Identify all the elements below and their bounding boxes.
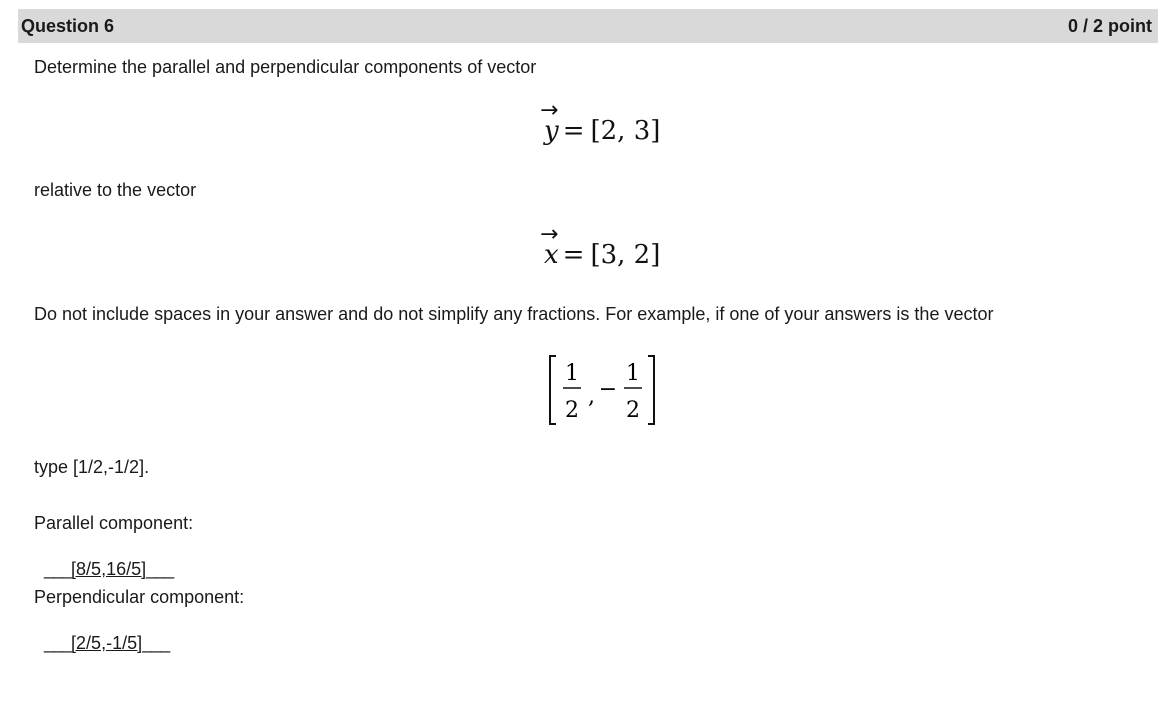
vector-y-value: [2, 3] — [590, 116, 661, 146]
prompt-line-4: type [1/2,-1/2]. — [34, 457, 150, 477]
vector-y-letter: y — [544, 116, 559, 146]
blank-underscore: ___ — [146, 559, 174, 579]
question-header — [18, 9, 1158, 43]
example-separator: , — [588, 384, 595, 409]
prompt-line-1: Determine the parallel and perpendicular components of vector — [34, 57, 537, 77]
right-bracket — [648, 356, 654, 424]
vector-y-symbol — [540, 98, 559, 146]
blank-underscore: ___ — [44, 559, 72, 579]
prompt-line-2: relative to the vector — [34, 180, 197, 200]
vector-x-value: [3, 2] — [590, 240, 661, 270]
example-numerator-1: 1 — [565, 361, 579, 386]
perpendicular-answer — [44, 633, 169, 654]
vector-arrow-icon: → — [540, 98, 559, 123]
equals-sign: = — [562, 116, 585, 146]
parallel-answer — [44, 559, 173, 580]
equals-sign: = — [562, 240, 585, 270]
example-numerator-2: 1 — [626, 361, 640, 386]
parallel-label: Parallel component: — [34, 513, 194, 533]
question-title: Question 6 — [21, 16, 115, 36]
question-points: 0 / 2 point — [1068, 16, 1153, 36]
left-bracket — [550, 356, 556, 424]
example-denominator-2: 2 — [626, 398, 640, 423]
example-minus: − — [598, 377, 618, 402]
vector-y-equation — [540, 98, 661, 146]
vector-x-symbol — [540, 222, 559, 270]
vector-arrow-icon: → — [540, 222, 559, 247]
prompt-line-3: Do not include spaces in your answer and do not simplify any fractions. For example, if one of your answers is the vector — [34, 304, 994, 324]
example-vector-matrix — [544, 350, 664, 430]
perpendicular-answer-value: [2/5,-1/5] — [71, 633, 143, 653]
vector-x-equation — [540, 222, 661, 270]
example-denominator-1: 2 — [565, 398, 579, 423]
vector-x-letter: x — [544, 240, 559, 270]
perpendicular-label: Perpendicular component: — [34, 587, 245, 607]
parallel-answer-value: [8/5,16/5] — [71, 559, 147, 579]
blank-underscore: ___ — [142, 633, 170, 653]
blank-underscore: ___ — [44, 633, 72, 653]
